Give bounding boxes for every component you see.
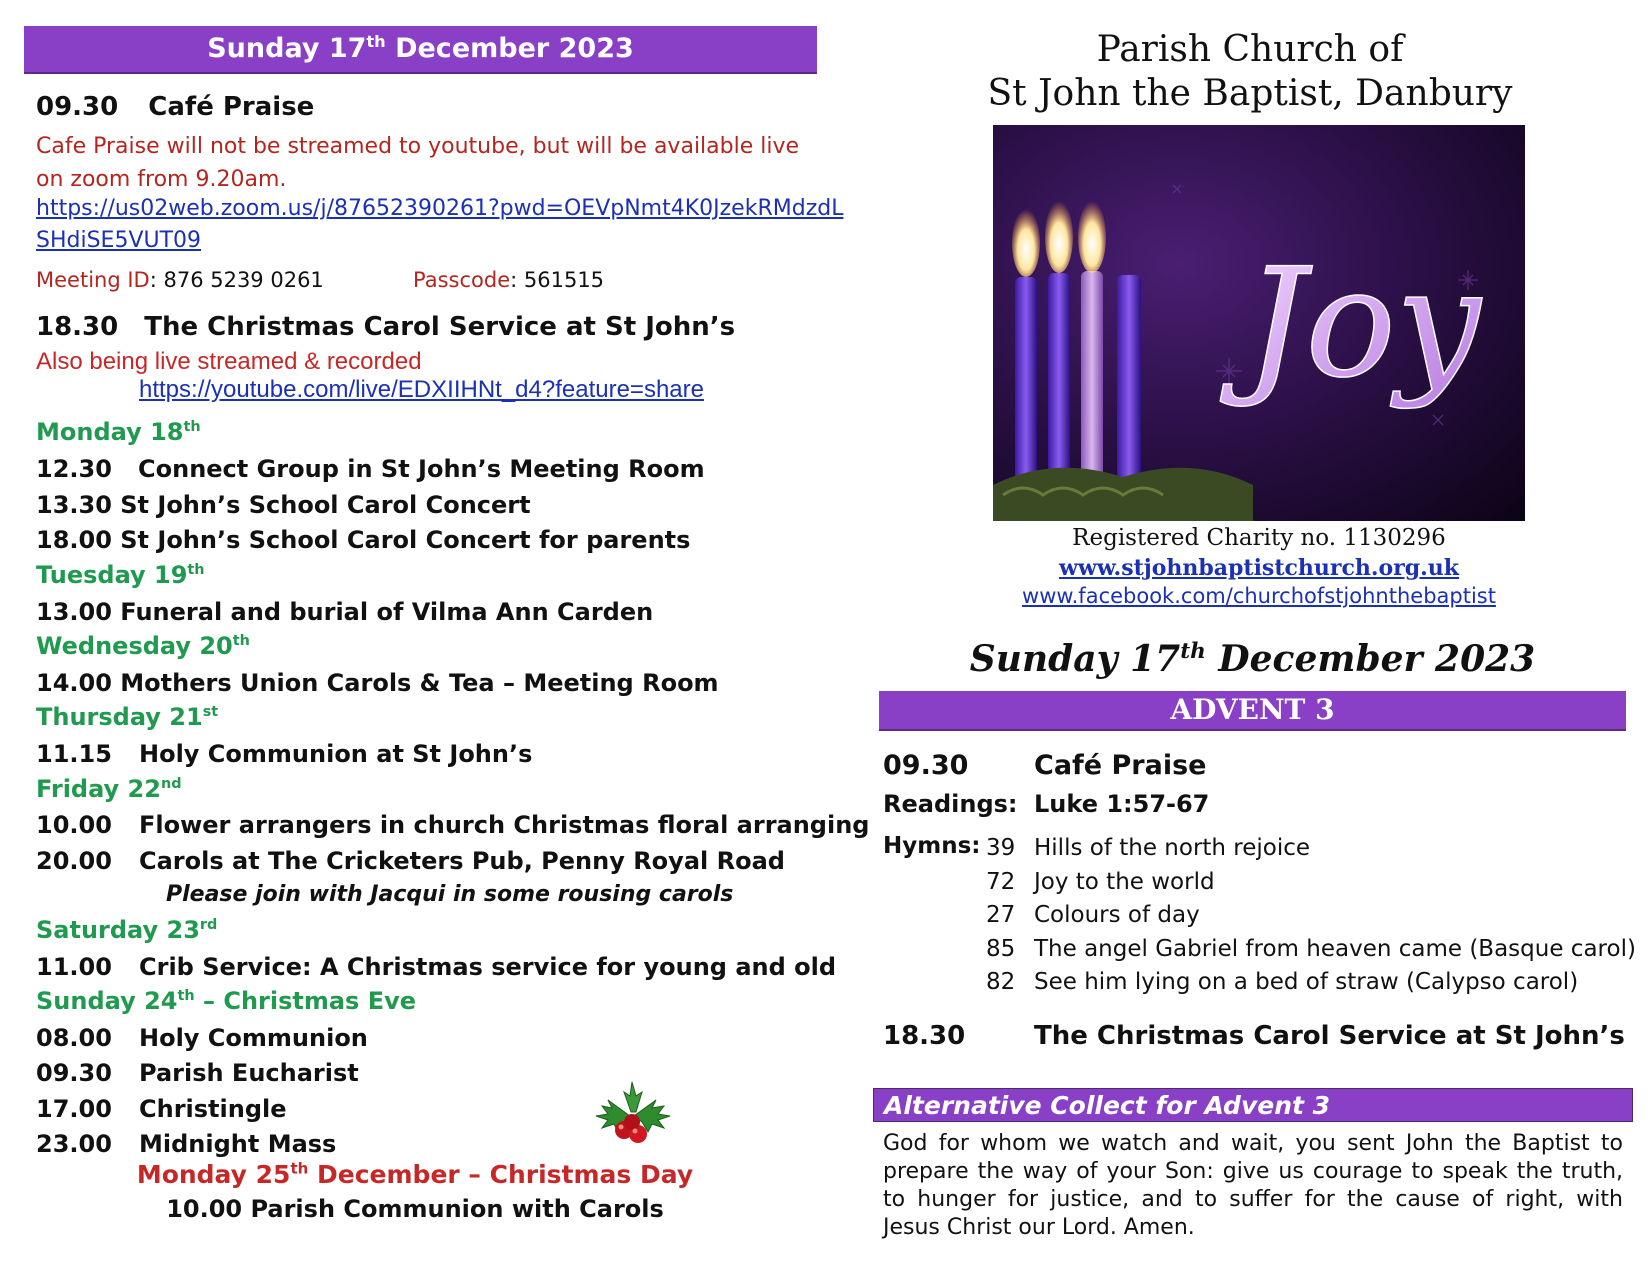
day-monday-sup: th	[183, 419, 201, 435]
day-sunday-rest: – Christmas Eve	[194, 987, 417, 1015]
xmas-pre: Monday 25	[136, 1160, 291, 1189]
sun-3-text: Christingle	[139, 1095, 287, 1123]
sunday-item	[36, 1130, 336, 1158]
collect-text: God for whom we watch and wait, you sent John the Baptist to prepare the way of your Son: give us courage to speak the truth, to hunger for justice, and to suffer for the cause of right, with Jesus Christ our Lord. Amen.	[883, 1131, 1623, 1240]
day-thursday-label: Thursday 21	[36, 703, 203, 731]
hymn-row	[986, 832, 1636, 866]
holly-icon	[568, 1078, 698, 1150]
tuesday-item-1: 13.00 Funeral and burial of Vilma Ann Carden	[36, 598, 654, 626]
sat-1-text: Crib Service: A Christmas service for young and old	[139, 953, 837, 981]
right-carol-time: 18.30	[883, 1021, 966, 1051]
sun-1-time: 08.00	[36, 1024, 112, 1052]
sat-1-time: 11.00	[36, 953, 112, 981]
hymn-number: 27	[986, 902, 1016, 928]
passcode	[413, 268, 604, 292]
left-date-banner	[24, 26, 817, 74]
facebook-link[interactable]: www.facebook.com/churchofstjohnthebaptist	[1022, 584, 1496, 608]
day-sunday-sup: th	[177, 988, 195, 1004]
thursday-item-1	[36, 740, 532, 768]
service-date-post: December 2023	[1205, 638, 1536, 680]
day-wednesday-label: Wednesday 20	[36, 632, 233, 660]
saturday-item-1	[36, 953, 836, 981]
website-link[interactable]: www.stjohnbaptistchurch.org.uk	[1058, 555, 1460, 581]
right-cafe-title: Café Praise	[1034, 750, 1207, 781]
thu-1-time: 11.15	[36, 740, 112, 768]
cafe-note: Cafe Praise will not be streamed to youtube, but will be available live on zoom from 9.20am.	[36, 134, 800, 192]
day-saturday-label: Saturday 23	[36, 916, 200, 944]
charity-number: Registered Charity no. 1130296	[1072, 525, 1446, 551]
day-sunday-label: Sunday 24	[36, 987, 178, 1015]
day-wednesday-sup: th	[232, 633, 250, 649]
parish-title-line2: St John the Baptist, Danbury	[987, 73, 1513, 114]
christmas-day-heading	[0, 1160, 830, 1189]
hymn-number: 85	[986, 935, 1016, 962]
hymn-row	[986, 866, 1636, 900]
day-sunday	[36, 987, 416, 1015]
day-friday-label: Friday 22	[36, 775, 161, 803]
fri-1-time: 10.00	[36, 811, 112, 839]
carol-note: Also being live streamed & recorded	[36, 348, 422, 375]
sun-4-time: 23.00	[36, 1130, 112, 1158]
sun-4-text: Midnight Mass	[139, 1130, 337, 1158]
meeting-id-value: : 876 5239 0261	[149, 268, 324, 292]
hymn-list	[986, 832, 1636, 1000]
day-wednesday	[36, 632, 250, 660]
hymn-number: 39	[986, 835, 1016, 861]
sunday-item	[36, 1095, 287, 1123]
hymn-row	[986, 933, 1636, 967]
hymn-number: 72	[986, 868, 1016, 895]
hymn-title: Colours of day	[1034, 902, 1200, 928]
hymn-title: See him lying on a bed of straw (Calypso carol)	[1034, 969, 1579, 995]
right-cafe-time: 09.30	[883, 750, 969, 781]
collect-heading: Alternative Collect for Advent 3	[873, 1088, 1633, 1122]
advent-candles-image	[993, 125, 1525, 521]
day-tuesday-sup: th	[187, 562, 205, 578]
sunday-item	[36, 1024, 368, 1052]
cafe-time: 09.30	[36, 92, 119, 122]
sun-1-text: Holy Communion	[139, 1024, 368, 1052]
parish-title-line1: Parish Church of	[1096, 29, 1404, 70]
zoom-link-line2[interactable]: SHdiSE5VUT09	[36, 228, 202, 253]
banner-date-sup: th	[366, 32, 386, 51]
service-date-pre: Sunday 17	[969, 638, 1181, 680]
mon-1-time: 12.30	[36, 455, 112, 483]
friday-item-1	[36, 811, 869, 839]
carol-service-heading	[36, 312, 735, 342]
xmas-sup: th	[290, 1159, 309, 1178]
zoom-link-line1[interactable]: https://us02web.zoom.us/j/87652390261?pwd=OEVpNmt4K0JzekRMdzdL	[36, 196, 844, 221]
thu-1-text: Holy Communion at St John’s	[139, 740, 533, 768]
cafe-praise-heading	[36, 92, 314, 122]
monday-item-3: 18.00 St John’s School Carol Concert for parents	[36, 526, 691, 554]
day-tuesday-label: Tuesday 19	[36, 561, 188, 589]
hymns-label: Hymns:	[883, 833, 981, 859]
readings-label: Readings:	[883, 790, 1018, 818]
day-tuesday	[36, 561, 205, 589]
sun-2-time: 09.30	[36, 1059, 112, 1087]
meeting-id-label: Meeting ID	[36, 268, 150, 292]
carol-time: 18.30	[36, 312, 119, 342]
carol-title: The Christmas Carol Service at St John’s	[144, 312, 736, 342]
day-friday-sup: nd	[160, 776, 182, 792]
christmas-day-item: 10.00 Parish Communion with Carols	[166, 1195, 664, 1223]
hymn-row	[986, 966, 1636, 1000]
friday-note: Please join with Jacqui in some rousing carols	[166, 882, 734, 907]
right-carol-title: The Christmas Carol Service at St John’s	[1034, 1021, 1625, 1051]
day-friday	[36, 775, 182, 803]
monday-item-1	[36, 455, 705, 483]
parish-title	[960, 28, 1540, 116]
day-saturday	[36, 916, 217, 944]
hymn-title: Hills of the north rejoice	[1034, 835, 1311, 861]
sun-2-text: Parish Eucharist	[139, 1059, 359, 1087]
fri-2-time: 20.00	[36, 847, 112, 875]
cafe-title: Café Praise	[148, 92, 315, 122]
wednesday-item-1: 14.00 Mothers Union Carols & Tea – Meeting Room	[36, 669, 719, 697]
hymn-row	[986, 899, 1636, 933]
advent-banner: ADVENT 3	[879, 691, 1626, 731]
passcode-value: : 561515	[510, 268, 605, 292]
hymn-title: Joy to the world	[1034, 868, 1215, 895]
sun-3-time: 17.00	[36, 1095, 112, 1123]
day-thursday	[36, 703, 218, 731]
hymn-title: The angel Gabriel from heaven came (Basque carol)	[1034, 935, 1636, 962]
xmas-post: December – Christmas Day	[308, 1160, 694, 1189]
meeting-id	[36, 268, 324, 292]
fri-2-text: Carols at The Cricketers Pub, Penny Royal Road	[139, 847, 785, 875]
day-monday-label: Monday 18	[36, 418, 184, 446]
service-date	[879, 638, 1626, 680]
hymn-number: 82	[986, 969, 1016, 995]
youtube-link[interactable]: https://youtube.com/live/EDXIIHNt_d4?feature=share	[139, 376, 704, 403]
day-thursday-sup: st	[202, 704, 219, 720]
joy-word: Joy	[1245, 237, 1481, 411]
readings-value: Luke 1:57-67	[1034, 790, 1210, 818]
passcode-label: Passcode	[413, 268, 511, 292]
friday-item-2	[36, 847, 785, 875]
sunday-item	[36, 1059, 359, 1087]
monday-item-2: 13.30 St John’s School Carol Concert	[36, 491, 531, 519]
day-saturday-sup: rd	[199, 917, 218, 933]
banner-date-suffix: December 2023	[385, 33, 634, 64]
mon-1-text: Connect Group in St John’s Meeting Room	[138, 455, 705, 483]
fri-1-text: Flower arrangers in church Christmas floral arranging	[139, 811, 870, 839]
service-date-sup: th	[1180, 639, 1206, 664]
day-monday	[36, 418, 201, 446]
banner-date-prefix: Sunday 17	[207, 33, 367, 64]
